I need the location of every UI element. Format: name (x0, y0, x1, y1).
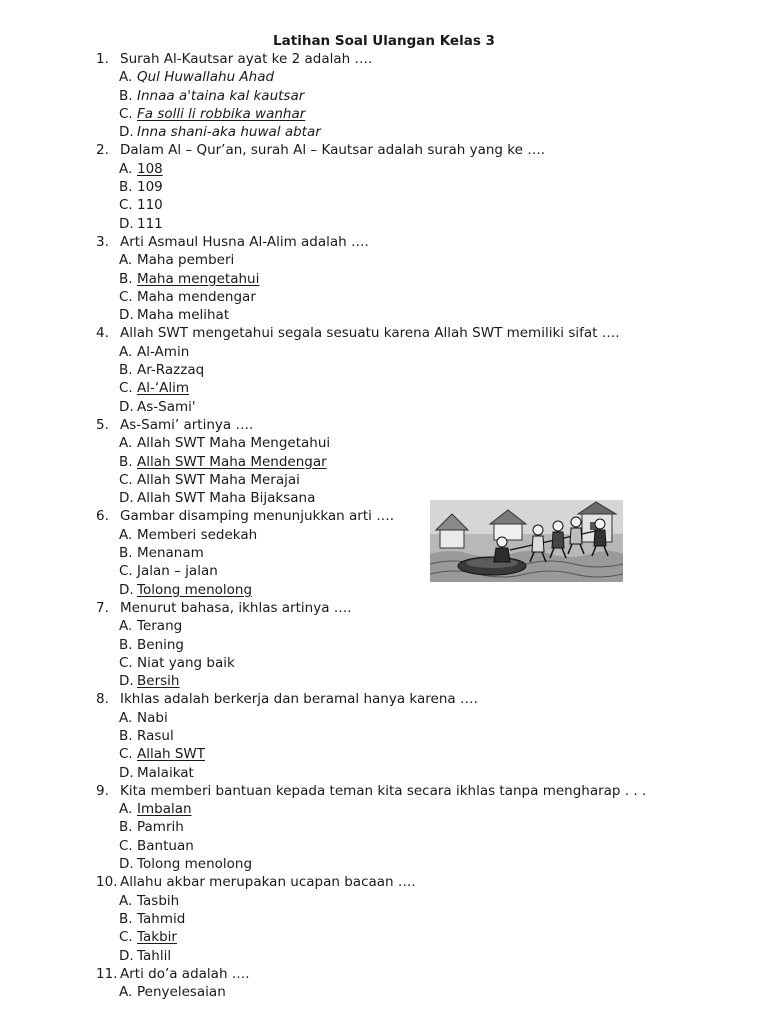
answer-option (96, 928, 716, 946)
answer-option (96, 636, 716, 654)
answer-option (96, 855, 716, 873)
option-text: Tahlil (137, 947, 172, 964)
flood-rescue-illustration (430, 500, 623, 582)
answer-option (96, 398, 716, 416)
option-text: Rasul (137, 727, 174, 744)
option-letter: A. (119, 618, 133, 635)
option-text: Innaa a'taina kal kautsar (137, 87, 305, 104)
question-item (96, 782, 716, 873)
option-letter: B. (119, 819, 133, 836)
question-line (96, 599, 716, 617)
option-letter: C. (119, 288, 133, 305)
question-number: 2. (96, 142, 109, 159)
option-text: Allah SWT Maha Mengetahui (137, 435, 331, 452)
option-letter: B. (119, 87, 133, 104)
question-list (96, 50, 716, 1001)
answer-option (96, 434, 716, 452)
question-text: Gambar disamping menunjukkan arti …. (120, 508, 394, 525)
answer-option (96, 123, 716, 141)
answer-option (96, 87, 716, 105)
option-letter: A. (119, 252, 133, 269)
question-line (96, 416, 716, 434)
option-letter: D. (119, 215, 134, 232)
option-letter: A. (119, 801, 133, 818)
question-number: 8. (96, 691, 109, 708)
option-text-underlined: Allah SWT (137, 746, 206, 763)
answer-option (96, 764, 716, 782)
question-text: Menurut bahasa, ikhlas artinya …. (120, 599, 352, 616)
answer-option (96, 215, 716, 233)
question-item (96, 690, 716, 781)
option-letter: C. (119, 654, 133, 671)
option-text-underlined: Maha mengetahui (137, 270, 260, 287)
question-text: As-Sami’ artinya …. (120, 416, 254, 433)
option-letter: B. (119, 636, 133, 653)
question-item (96, 324, 716, 415)
option-letter: C. (119, 563, 133, 580)
option-text-underlined: Fa solli li robbika wanhar (137, 105, 306, 122)
answer-option (96, 983, 716, 1001)
option-text: Tasbih (137, 892, 180, 909)
question-number: 11. (96, 965, 118, 982)
option-letter: A. (119, 435, 133, 452)
option-letter: A. (119, 709, 133, 726)
question-number: 6. (96, 508, 109, 525)
option-letter: A. (119, 160, 133, 177)
option-letter: C. (119, 105, 133, 122)
answer-option (96, 727, 716, 745)
question-line (96, 233, 716, 251)
answer-option (96, 361, 716, 379)
option-text: Ar-Razzaq (137, 362, 205, 379)
answer-option (96, 288, 716, 306)
question-number: 7. (96, 599, 109, 616)
option-letter: D. (119, 124, 134, 141)
option-letter: D. (119, 581, 134, 598)
option-text: Penyelesaian (137, 984, 226, 1001)
answer-option (96, 654, 716, 672)
answer-option (96, 343, 716, 361)
option-text-underlined: Tolong menolong (137, 581, 253, 598)
option-text: Bening (137, 636, 184, 653)
answer-option (96, 581, 716, 599)
option-letter: C. (119, 197, 133, 214)
option-letter: C. (119, 929, 133, 946)
option-text: Menanam (137, 545, 204, 562)
option-letter: B. (119, 910, 133, 927)
option-letter: C. (119, 380, 133, 397)
answer-option (96, 892, 716, 910)
answer-option (96, 160, 716, 178)
answer-option (96, 105, 716, 123)
answer-option (96, 562, 716, 580)
question-line (96, 873, 716, 891)
option-text-underlined: Imbalan (137, 801, 192, 818)
answer-option (96, 837, 716, 855)
answer-option (96, 68, 716, 86)
question-text: Arti Asmaul Husna Al-Alim adalah …. (120, 233, 369, 250)
option-text: 111 (137, 215, 163, 232)
option-text-underlined: 108 (137, 160, 163, 177)
question-text: Ikhlas adalah berkerja dan beramal hanya karena …. (120, 691, 478, 708)
option-text: Maha melihat (137, 307, 230, 324)
answer-option (96, 526, 716, 544)
answer-option (96, 196, 716, 214)
option-text: 110 (137, 197, 163, 214)
answer-option (96, 709, 716, 727)
option-text: Nabi (137, 709, 168, 726)
answer-option (96, 306, 716, 324)
option-letter: D. (119, 947, 134, 964)
question-text: Arti do’a adalah …. (120, 965, 250, 982)
question-text: Allah SWT mengetahui segala sesuatu karena Allah SWT memiliki sifat …. (120, 325, 620, 342)
option-text: Pamrih (137, 819, 184, 836)
option-text-underlined: Takbir (137, 929, 177, 946)
question-text: Surah Al-Kautsar ayat ke 2 adalah …. (120, 51, 373, 67)
option-text: Allah SWT Maha Merajai (137, 471, 300, 488)
option-text: Niat yang baik (137, 654, 235, 671)
option-text: Al-Amin (137, 343, 190, 360)
option-text-underlined: Bersih (137, 673, 180, 690)
option-text: Tolong menolong (137, 856, 253, 873)
option-letter: A. (119, 984, 133, 1001)
document-title: Latihan Soal Ulangan Kelas 3 (273, 33, 495, 49)
option-letter: D. (119, 764, 134, 781)
question-item (96, 416, 716, 507)
answer-option (96, 251, 716, 269)
question-item (96, 233, 716, 324)
option-letter: C. (119, 746, 133, 763)
answer-option (96, 270, 716, 288)
option-text: Jalan – jalan (137, 563, 218, 580)
question-line (96, 50, 716, 68)
answer-option (96, 178, 716, 196)
option-text: Malaikat (137, 764, 194, 781)
option-text: 109 (137, 179, 163, 196)
question-line (96, 965, 716, 983)
question-line (96, 141, 716, 159)
option-text-underlined: Allah SWT Maha Mendengar (137, 453, 327, 470)
option-letter: D. (119, 856, 134, 873)
option-letter: D. (119, 490, 134, 507)
option-text: Allah SWT Maha Bijaksana (137, 490, 316, 507)
option-letter: B. (119, 453, 133, 470)
question-item (96, 599, 716, 690)
question-item (96, 507, 716, 598)
option-letter: A. (119, 343, 133, 360)
option-letter: D. (119, 307, 134, 324)
option-text: Maha mendengar (137, 288, 256, 305)
question-text: Allahu akbar merupakan ucapan bacaan …. (120, 874, 416, 891)
option-letter: B. (119, 727, 133, 744)
option-letter: A. (119, 892, 133, 909)
option-text: Maha pemberi (137, 252, 235, 269)
option-letter: D. (119, 398, 134, 415)
question-item (96, 50, 716, 141)
question-number: 3. (96, 233, 109, 250)
answer-option (96, 745, 716, 763)
question-line (96, 782, 716, 800)
option-letter: A. (119, 69, 133, 86)
question-line (96, 507, 716, 525)
question-number: 1. (96, 51, 109, 67)
question-item (96, 873, 716, 964)
answer-option (96, 544, 716, 562)
option-text: Terang (137, 618, 183, 635)
answer-option (96, 672, 716, 690)
option-letter: C. (119, 471, 133, 488)
answer-option (96, 818, 716, 836)
answer-option (96, 800, 716, 818)
option-text: Tahmid (137, 910, 186, 927)
answer-option (96, 379, 716, 397)
question-text: Kita memberi bantuan kepada teman kita secara ikhlas tanpa mengharap . . . (120, 782, 647, 799)
option-letter: B. (119, 545, 133, 562)
question-text: Dalam Al – Qur’an, surah Al – Kautsar adalah surah yang ke …. (120, 142, 545, 159)
answer-option (96, 617, 716, 635)
question-item (96, 965, 716, 1002)
question-number: 4. (96, 325, 109, 342)
question-item (96, 141, 716, 232)
option-letter: C. (119, 837, 133, 854)
question-number: 5. (96, 416, 109, 433)
option-text-underlined: Al-‘Alim (137, 380, 190, 397)
answer-option (96, 947, 716, 965)
option-letter: D. (119, 673, 134, 690)
option-letter: B. (119, 362, 133, 379)
option-letter: B. (119, 179, 133, 196)
question-number: 9. (96, 782, 109, 799)
option-letter: A. (119, 526, 133, 543)
answer-option (96, 489, 716, 507)
answer-option (96, 910, 716, 928)
option-text: Memberi sedekah (137, 526, 258, 543)
question-line (96, 690, 716, 708)
option-text: Qul Huwallahu Ahad (137, 69, 275, 86)
option-text: As-Sami' (137, 398, 196, 415)
option-text: Bantuan (137, 837, 194, 854)
answer-option (96, 471, 716, 489)
option-text: Inna shani-aka huwal abtar (137, 124, 321, 141)
answer-option (96, 453, 716, 471)
option-letter: B. (119, 270, 133, 287)
question-number: 10. (96, 874, 118, 891)
question-line (96, 324, 716, 342)
